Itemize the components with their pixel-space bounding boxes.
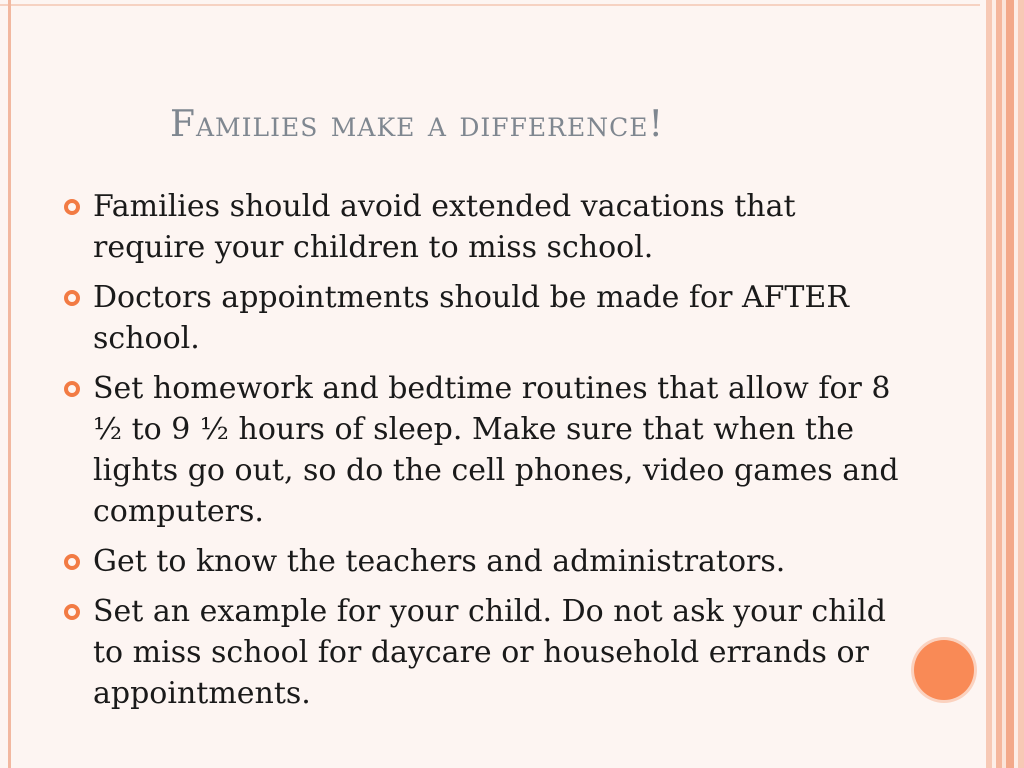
bullet-text: Get to know the teachers and administrators. — [93, 544, 786, 579]
ring-bullet-icon — [64, 381, 80, 397]
ring-bullet-icon — [64, 290, 80, 306]
decorative-circle — [914, 640, 974, 700]
bullet-text: Families should avoid extended vacations that require your children to miss school. — [93, 189, 796, 265]
stripe — [1006, 0, 1014, 768]
bullet-item — [58, 277, 908, 359]
ring-bullet-icon — [64, 604, 80, 620]
right-decorative-stripes — [980, 0, 1024, 768]
bullet-item — [58, 591, 908, 714]
top-border-line — [0, 4, 980, 6]
bullet-item — [58, 186, 908, 268]
ring-bullet-icon — [64, 554, 80, 570]
bullet-text: Set an example for your child. Do not ask your child to miss school for daycare or household errands or appointments. — [93, 594, 886, 711]
bullet-text: Set homework and bedtime routines that allow for 8 ½ to 9 ½ hours of sleep. Make sure that when the lights go out, so do the cell phones, video games and computers. — [93, 371, 899, 529]
left-border-line — [8, 0, 11, 768]
bullet-item — [58, 368, 908, 532]
ring-bullet-icon — [64, 199, 80, 215]
bullet-text: Doctors appointments should be made for AFTER school. — [93, 280, 849, 356]
slide-title: Families make a difference! — [170, 104, 664, 145]
bullet-item — [58, 541, 908, 582]
bullet-list — [58, 186, 908, 723]
stripe — [1018, 0, 1024, 768]
